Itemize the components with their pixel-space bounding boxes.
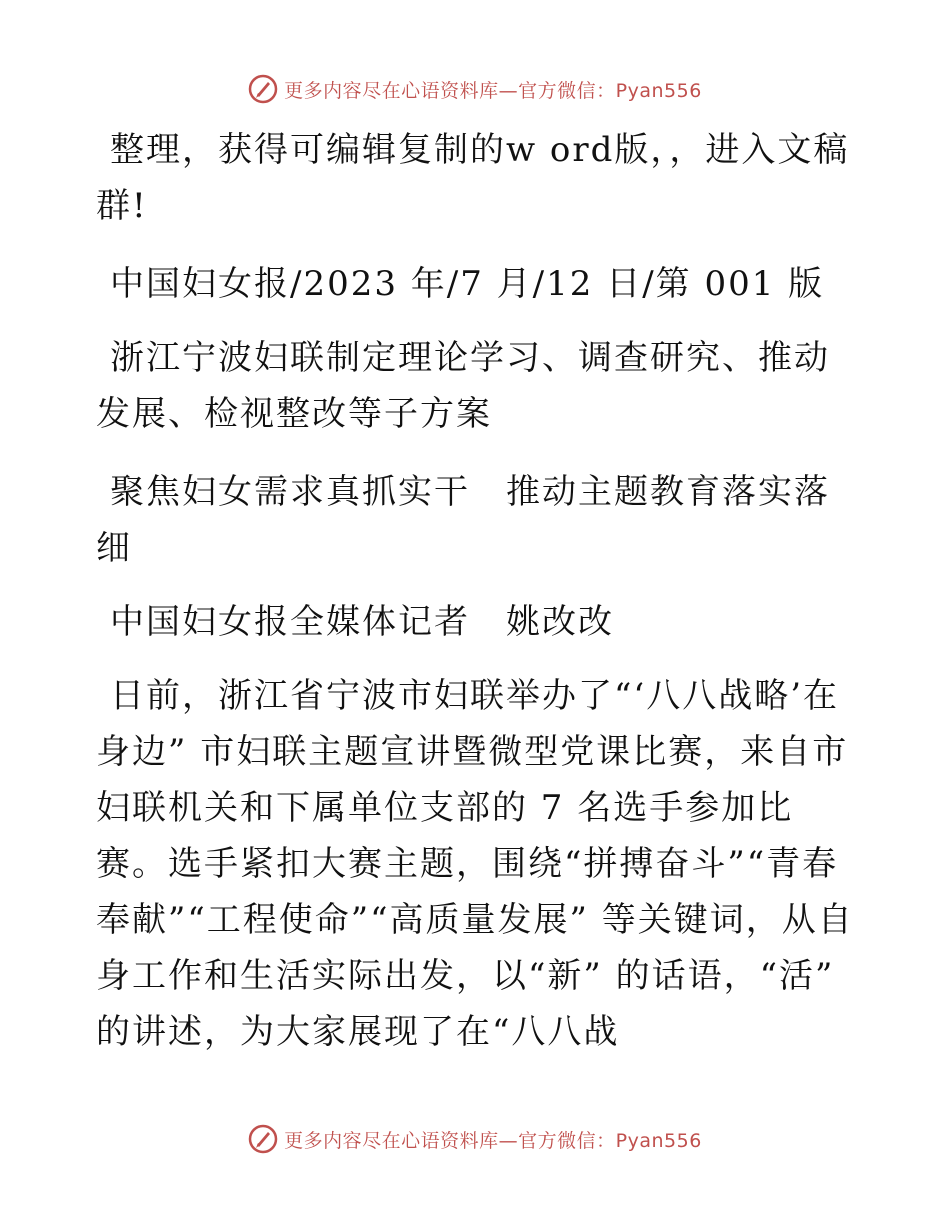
paragraph-article-body: 日前，浙江省宁波市妇联举办了“‘八八战略’在身边” 市妇联主题宣讲暨微型党课比赛，来自市妇联机关和下属单位支部的 7 名选手参加比赛。选手紧扣大赛主题，围绕“拼搏奋斗”“青春奉献”“工程使命”“高质量发展” 等关键词，从自身工作和生活实际出发，以“新” 的话语，“活” 的讲述，为大家展现了在“八八战: [96, 676, 854, 1052]
paragraph-headline: 浙江宁波妇联制定理论学习、调查研究、推动发展、检视整改等子方案: [96, 338, 830, 434]
watermark-text: 更多内容尽在心语资料库—官方微信：Pyan556: [284, 1129, 702, 1152]
document-body: [96, 122, 856, 1082]
paragraph-source-line: 中国妇女报/2023 年/7 月/12 日/第 001 版: [110, 264, 825, 304]
paragraph-intro: 整理，获得可编辑复制的w ord版，，进入文稿群!: [96, 130, 850, 226]
header-watermark: [0, 74, 950, 104]
paragraph-byline: 中国妇女报全媒体记者 姚改改: [110, 602, 614, 642]
watermark-text: 更多内容尽在心语资料库—官方微信：Pyan556: [284, 79, 702, 102]
quill-pen-icon: [248, 1124, 278, 1154]
footer-watermark: [0, 1124, 950, 1154]
quill-pen-icon: [248, 74, 278, 104]
paragraph-subheadline: 聚焦妇女需求真抓实干 推动主题教育落实落细: [96, 472, 830, 568]
